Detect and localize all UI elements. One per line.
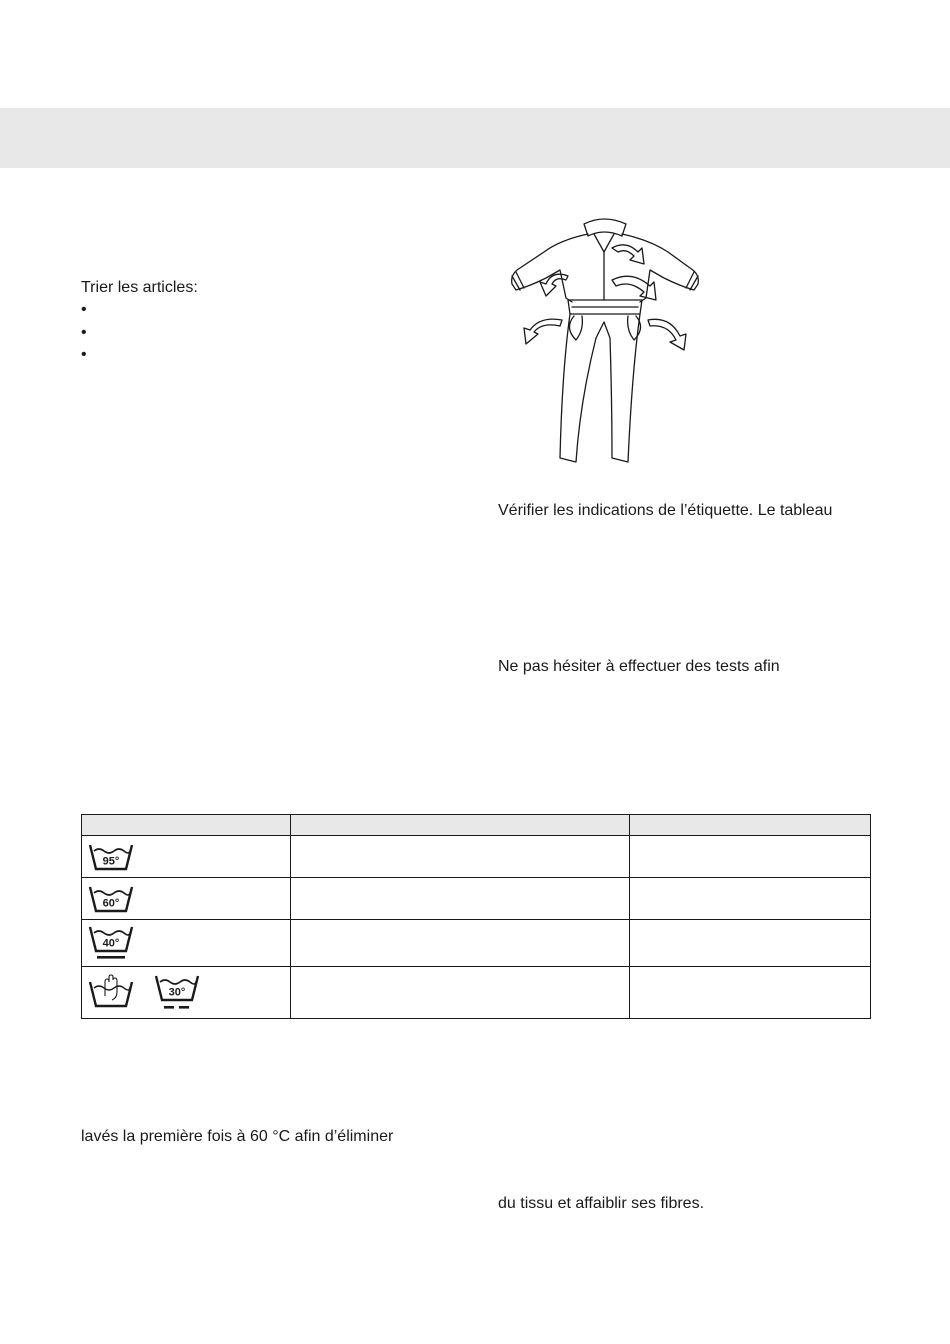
svg-text:30°: 30° [169,986,186,998]
table-cell [291,836,630,878]
table-cell [291,967,630,1019]
symbol-cell [82,967,291,1019]
table-cell [630,836,871,878]
symbol-cell [82,836,291,878]
wash-40-gentle-icon [88,924,134,962]
table-header-cell [82,815,291,836]
svg-text:60°: 60° [102,897,120,909]
header-band [0,108,950,168]
table-cell [291,878,630,920]
bullet-item-2 [81,323,101,346]
table-row [82,967,871,1019]
wash-95-icon [88,842,134,872]
table-row [82,878,871,920]
label-check-text: Vérifier les indications de l’étiquette. Le tableau [498,502,833,519]
table-cell [630,967,871,1019]
table-cell [630,878,871,920]
table-cell [291,920,630,967]
fibres-text: du tissu et affaiblir ses fibres. [498,1195,705,1212]
garment-pockets-illustration [500,212,705,470]
symbol-cell [82,878,291,920]
wash-30-very-gentle-icon [154,973,200,1013]
care-symbols-table [81,814,871,1019]
bullet-item-3 [81,345,101,368]
tests-text: Ne pas hésiter à effectuer des tests afin [498,658,780,675]
table-row [82,920,871,967]
symbol-cell [82,920,291,967]
table-cell [630,920,871,967]
bullet-list [81,300,101,368]
table-header-cell [630,815,871,836]
wash-60-icon [88,884,134,914]
sort-heading: Trier les articles: [81,279,198,296]
table-header-row [82,815,871,836]
table-row [82,836,871,878]
svg-text:40°: 40° [102,937,120,950]
svg-text:95°: 95° [102,855,120,867]
hand-wash-icon [88,974,134,1012]
table-header-cell [291,815,630,836]
bullet-item-1 [81,300,101,323]
first-wash-text: lavés la première fois à 60 °C afin d’éliminer [81,1128,394,1145]
